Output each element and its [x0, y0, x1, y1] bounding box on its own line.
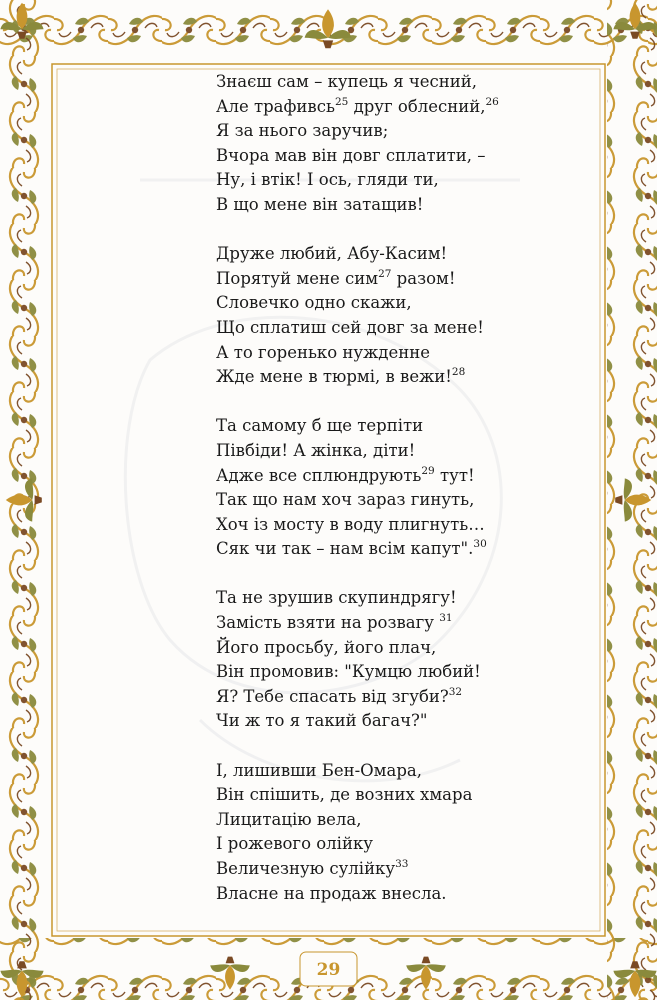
- line-text: Що сплатиш сей довг за мене!: [216, 317, 484, 337]
- line-text-continued: разом!: [391, 268, 456, 288]
- poem-line: [216, 168, 546, 193]
- line-text: Словечко одно скажи,: [216, 293, 412, 313]
- line-text: Він промовив: "Кумцю любий!: [216, 662, 481, 682]
- line-text: Замість взяти на розвагу: [216, 613, 440, 633]
- poem-line: [216, 611, 546, 636]
- poem-line: [216, 857, 546, 882]
- poem-line: [216, 242, 546, 267]
- poem-line: [216, 414, 546, 439]
- poem-line: [216, 267, 546, 292]
- poem-line: [216, 365, 546, 390]
- footnote-marker: 29: [421, 464, 435, 477]
- line-text: Знаєш сам – купець я чесний,: [216, 72, 478, 91]
- poem-line: [216, 882, 546, 907]
- line-text: Ну, і втік! І ось, гляди ти,: [216, 170, 439, 190]
- stanza: [216, 70, 546, 218]
- footnote-marker: 33: [395, 858, 409, 870]
- line-text: Його просьбу, його плач,: [216, 637, 437, 657]
- poem-line: [216, 95, 546, 120]
- line-text: Жде мене в тюрмі, в вежи!: [216, 367, 452, 387]
- footnote-marker: 30: [473, 538, 487, 551]
- poem-line: [216, 586, 546, 611]
- line-text: В що мене він затащив!: [216, 194, 424, 214]
- footnote-marker: 26: [485, 95, 499, 108]
- line-text: І, лишивши Бен-Омара,: [216, 760, 423, 780]
- line-text: Чи ж то я такий багач?": [216, 711, 428, 731]
- footnote-marker: 25: [334, 95, 349, 108]
- poem-line: [216, 685, 546, 710]
- poem-line: [216, 808, 546, 833]
- poem-line: [216, 439, 546, 464]
- poem-line: [216, 759, 546, 784]
- footnote-marker: 27: [378, 267, 392, 280]
- poem-line: [216, 291, 546, 316]
- poem-line: [216, 709, 546, 734]
- line-text-continued: друг облесний,: [348, 96, 486, 116]
- line-text: Вчора мав він довг сплатити, –: [216, 145, 486, 165]
- line-text: Я? Тебе спасать від згуби?: [216, 686, 449, 706]
- stanza: [216, 414, 546, 562]
- poem-line: [216, 660, 546, 685]
- line-text: Лицитацію вела,: [216, 809, 362, 829]
- line-text: Півбіди! А жінка, діти!: [216, 440, 416, 460]
- poem-line: [216, 537, 546, 562]
- line-text: Власне на продаж внесла.: [216, 883, 447, 903]
- line-text: Порятуй мене сим: [216, 268, 379, 288]
- footnote-marker: 28: [451, 366, 466, 379]
- line-text: Хоч із мосту в воду плигнуть…: [216, 514, 485, 534]
- line-text: Так що нам хоч зараз гинуть,: [216, 490, 475, 510]
- line-text: Він спішить, де возних хмара: [216, 785, 473, 805]
- page-number: 29: [316, 960, 341, 980]
- footnote-marker: 31: [439, 612, 453, 625]
- line-text: Та не зрушив скупиндрягу!: [216, 588, 457, 608]
- stanza: [216, 586, 546, 734]
- stanza: [216, 242, 546, 390]
- line-text: Сяк чи так – нам всім капут".: [216, 539, 474, 559]
- line-text: Величезную сулійку: [216, 859, 396, 878]
- line-text: Я за нього заручив;: [216, 121, 389, 141]
- poem-line: [216, 193, 546, 218]
- line-text: Адже все сплюндрують: [216, 465, 422, 485]
- poem-line: [216, 70, 546, 95]
- poem-line: [216, 341, 546, 366]
- line-text: А то горенько нужденне: [216, 342, 430, 362]
- poem-line: [216, 316, 546, 341]
- line-text: Друже любий, Абу-Касим!: [216, 244, 448, 264]
- poem-line: [216, 636, 546, 661]
- poem-body: [216, 70, 546, 931]
- poem-line: [216, 464, 546, 489]
- poem-line: [216, 144, 546, 169]
- poem-line: [216, 832, 546, 857]
- poem-line: [216, 119, 546, 144]
- line-text: І рожевого олійку: [216, 834, 373, 854]
- line-text: Та самому б ще терпіти: [216, 416, 424, 436]
- stanza: [216, 759, 546, 907]
- poem-line: [216, 513, 546, 538]
- footnote-marker: 32: [448, 685, 463, 698]
- poem-line: [216, 783, 546, 808]
- line-text: Але трафивсь: [216, 96, 335, 116]
- poem-line: [216, 488, 546, 513]
- line-text-continued: тут!: [434, 465, 475, 485]
